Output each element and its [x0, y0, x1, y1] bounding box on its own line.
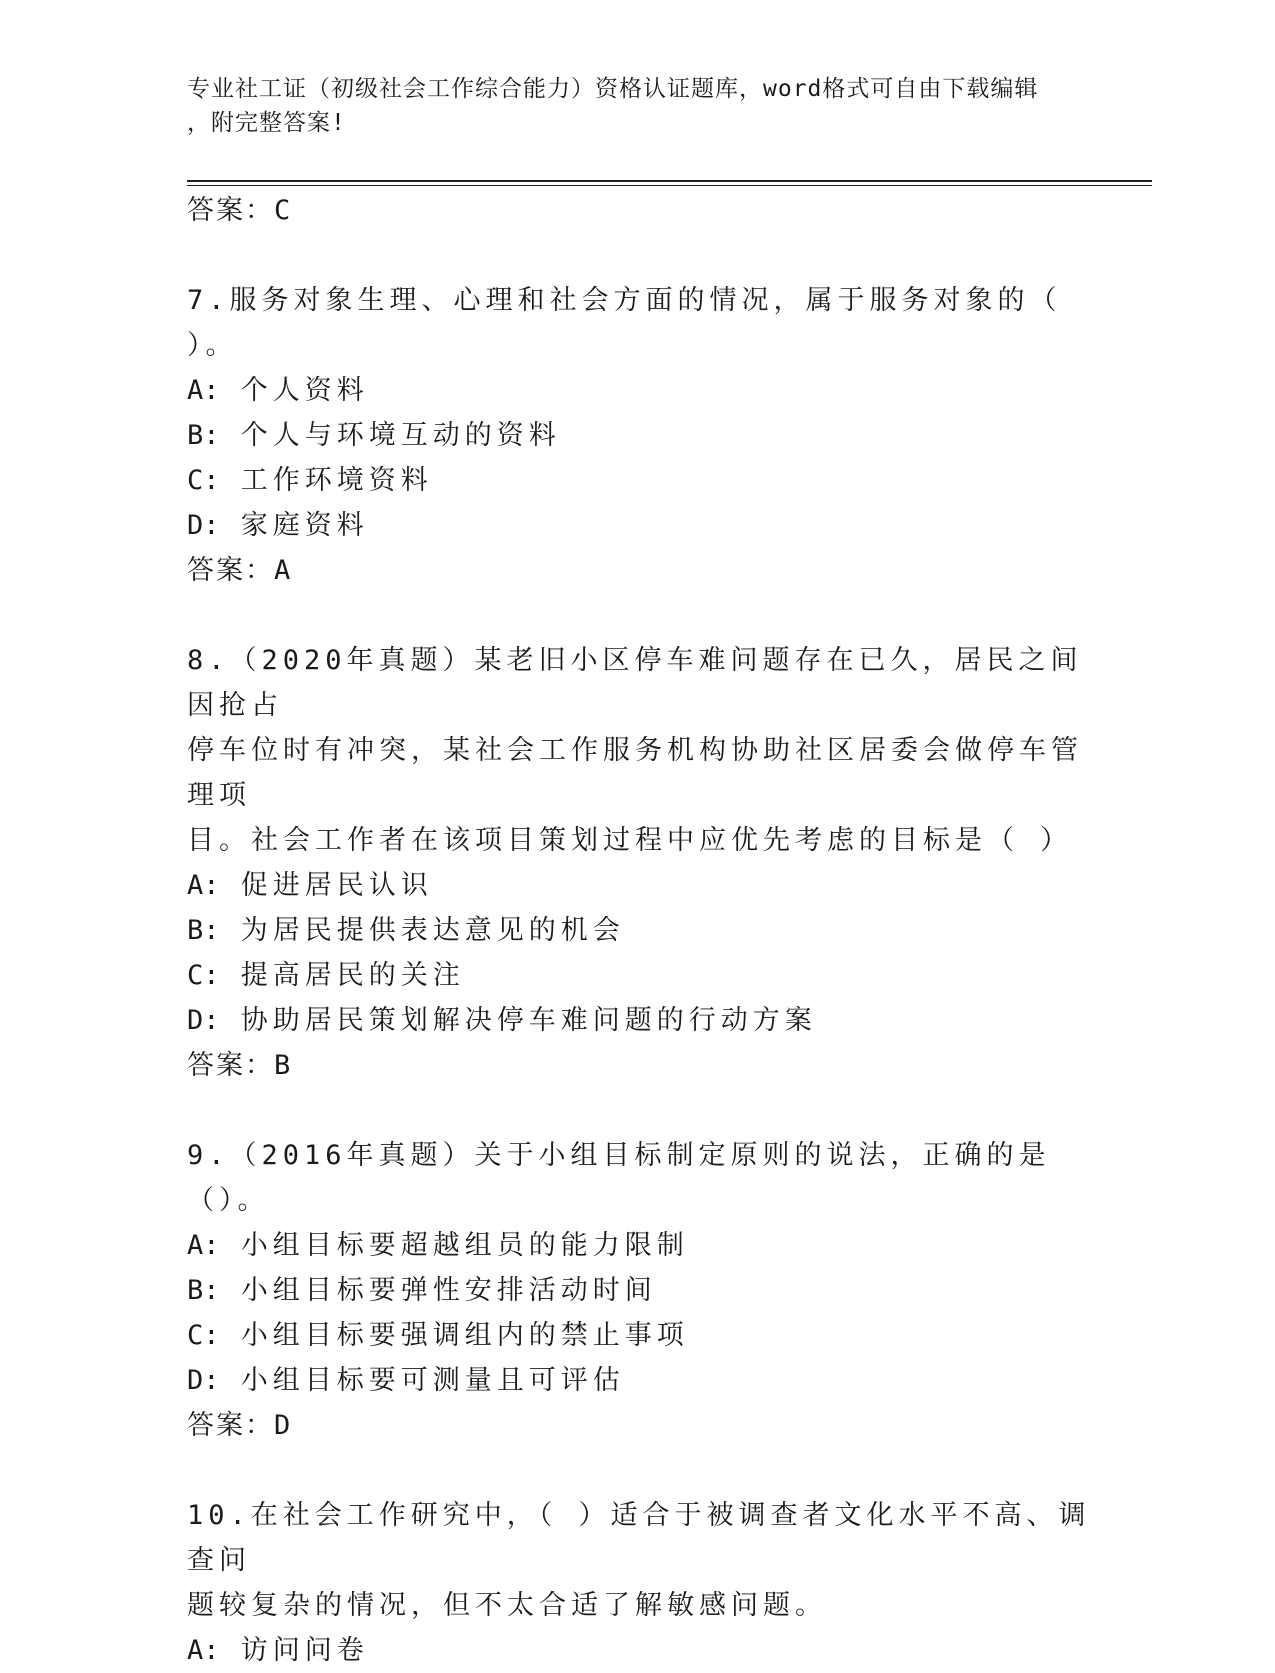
header-rule-thick [187, 180, 1152, 182]
option-c [187, 458, 1107, 503]
header-line-1: 专业社工证（初级社会工作综合能力）资格认证题库，word格式可自由下载编辑 [187, 76, 1039, 102]
option-text: 为居民提供表达意见的机会 [240, 915, 625, 946]
option-a [187, 368, 1107, 413]
answer-label: 答案： [187, 195, 274, 226]
question-block [187, 1493, 1107, 1673]
answer-label: 答案： [187, 1050, 274, 1081]
answer-value: B [274, 1050, 291, 1081]
question-stem: 9.（2016年真题）关于小组目标制定原则的说法，正确的是（）。 [187, 1140, 1051, 1216]
option-c [187, 953, 1107, 998]
option-letter: A: [187, 870, 220, 901]
option-a [187, 1628, 1107, 1673]
answer-value: A [274, 555, 291, 586]
option-text: 小组目标要可测量且可评估 [240, 1365, 625, 1396]
answer-value: D [274, 1410, 291, 1441]
option-letter: C: [187, 465, 220, 496]
option-letter: B: [187, 915, 220, 946]
option-letter: D: [187, 1365, 220, 1396]
option-letter: A: [187, 1635, 220, 1666]
question-block [187, 1133, 1107, 1449]
option-text: 访问问卷 [240, 1635, 369, 1666]
option-text: 个人资料 [240, 375, 369, 406]
option-text: 小组目标要强调组内的禁止事项 [240, 1320, 689, 1351]
option-b [187, 1268, 1107, 1313]
answer-label: 答案： [187, 555, 274, 586]
option-text: 家庭资料 [240, 510, 369, 541]
option-d [187, 1358, 1107, 1403]
option-letter: A: [187, 1230, 220, 1261]
answer-line [187, 1403, 1107, 1449]
question-stem-line-3: 目。社会工作者在该项目策划过程中应优先考虑的目标是（ ） [187, 825, 1073, 856]
option-text: 促进居民认识 [240, 870, 433, 901]
option-text: 提高居民的关注 [240, 960, 465, 991]
question-stem-line-1: 10.在社会工作研究中，（ ）适合于被调查者文化水平不高、调查问 [187, 1500, 1091, 1576]
question-stem: 7.服务对象生理、心理和社会方面的情况，属于服务对象的（ ）。 [187, 285, 1062, 361]
document-header [187, 72, 1087, 140]
option-text: 工作环境资料 [240, 465, 433, 496]
option-letter: B: [187, 420, 220, 451]
answer-line [187, 548, 1107, 594]
question-block [187, 638, 1107, 1089]
option-d [187, 998, 1107, 1043]
option-a [187, 1223, 1107, 1268]
option-letter: A: [187, 375, 220, 406]
header-line-2: ，附完整答案! [187, 110, 346, 136]
question-list [187, 188, 1107, 1673]
option-letter: B: [187, 1275, 220, 1306]
question-stem-line-1: 8.（2020年真题）某老旧小区停车难问题存在已久，居民之间因抢占 [187, 645, 1083, 721]
option-letter: D: [187, 1005, 220, 1036]
option-letter: D: [187, 510, 220, 541]
answer-line-prev [187, 188, 1107, 234]
option-a [187, 863, 1107, 908]
answer-label: 答案： [187, 1410, 274, 1441]
answer-line [187, 1043, 1107, 1089]
option-b [187, 413, 1107, 458]
option-b [187, 908, 1107, 953]
option-d [187, 503, 1107, 548]
option-text: 小组目标要超越组员的能力限制 [240, 1230, 689, 1261]
option-text: 协助居民策划解决停车难问题的行动方案 [240, 1005, 817, 1036]
question-stem-line-2: 题较复杂的情况，但不太合适了解敏感问题。 [187, 1590, 827, 1621]
option-c [187, 1313, 1107, 1358]
question-block [187, 278, 1107, 594]
option-text: 小组目标要弹性安排活动时间 [240, 1275, 657, 1306]
answer-value: C [274, 195, 291, 226]
option-letter: C: [187, 1320, 220, 1351]
option-letter: C: [187, 960, 220, 991]
question-stem-line-2: 停车位时有冲突，某社会工作服务机构协助社区居委会做停车管理项 [187, 735, 1083, 811]
header-rule-thin [187, 185, 1152, 186]
option-text: 个人与环境互动的资料 [240, 420, 561, 451]
